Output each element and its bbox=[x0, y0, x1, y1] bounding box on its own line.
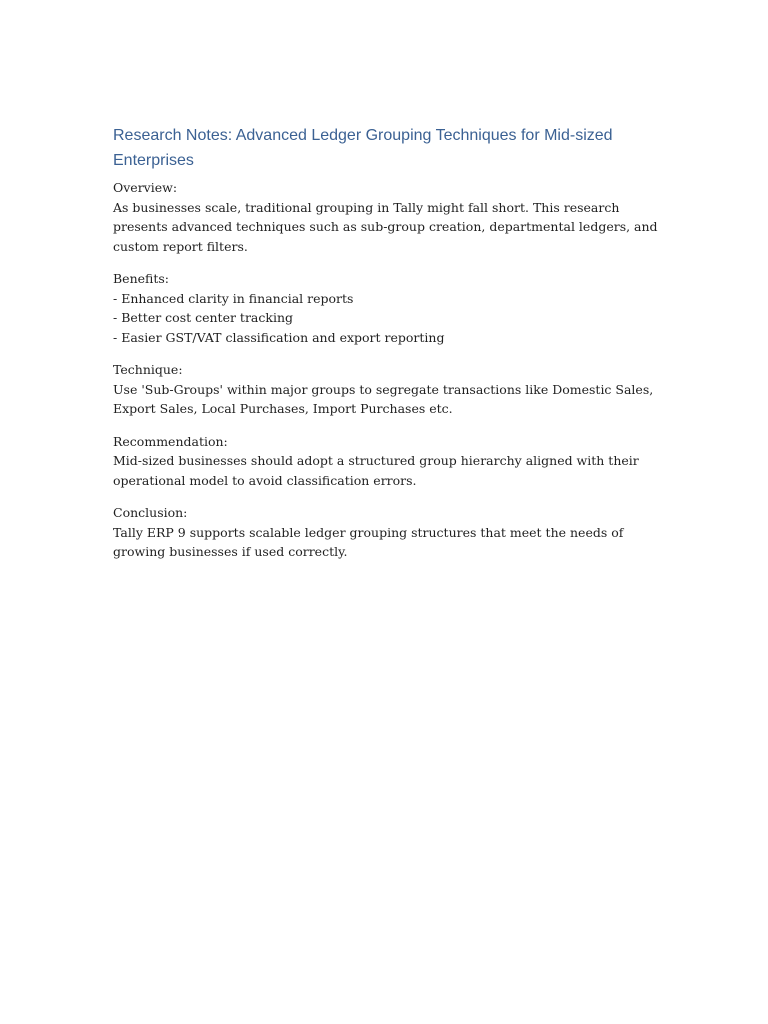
technique-section bbox=[113, 360, 658, 419]
benefit-item: - Enhanced clarity in financial reports bbox=[113, 290, 354, 306]
technique-body: Use 'Sub-Groups' within major groups to segregate transactions like Domestic Sales, Export Sales, Local Purchases, Import Purchases etc. bbox=[113, 381, 654, 416]
benefits-list bbox=[113, 289, 658, 348]
recommendation-heading: Recommendation: bbox=[113, 433, 228, 449]
conclusion-body: Tally ERP 9 supports scalable ledger grouping structures that meet the needs of growing businesses if used correctly. bbox=[113, 524, 624, 559]
document-title: Research Notes: Advanced Ledger Grouping Techniques for Mid-sized Enterprises bbox=[113, 127, 613, 169]
recommendation-section bbox=[113, 432, 658, 491]
recommendation-body: Mid-sized businesses should adopt a structured group hierarchy aligned with their operational model to avoid classification errors. bbox=[113, 453, 639, 488]
conclusion-section bbox=[113, 503, 658, 562]
overview-heading: Overview: bbox=[113, 180, 178, 195]
technique-heading: Technique: bbox=[113, 362, 183, 377]
benefits-section bbox=[113, 269, 658, 347]
document-content bbox=[113, 123, 658, 575]
benefits-heading: Benefits: bbox=[113, 271, 170, 286]
conclusion-heading: Conclusion: bbox=[113, 505, 188, 520]
overview-section bbox=[113, 178, 658, 256]
benefit-item: - Easier GST/VAT classification and export reporting bbox=[113, 329, 445, 345]
overview-body: As businesses scale, traditional grouping in Tally might fall short. This research presents advanced techniques such as sub-group creation, departmental ledgers, and custom report filters. bbox=[113, 199, 658, 254]
benefit-item: - Better cost center tracking bbox=[113, 310, 294, 325]
